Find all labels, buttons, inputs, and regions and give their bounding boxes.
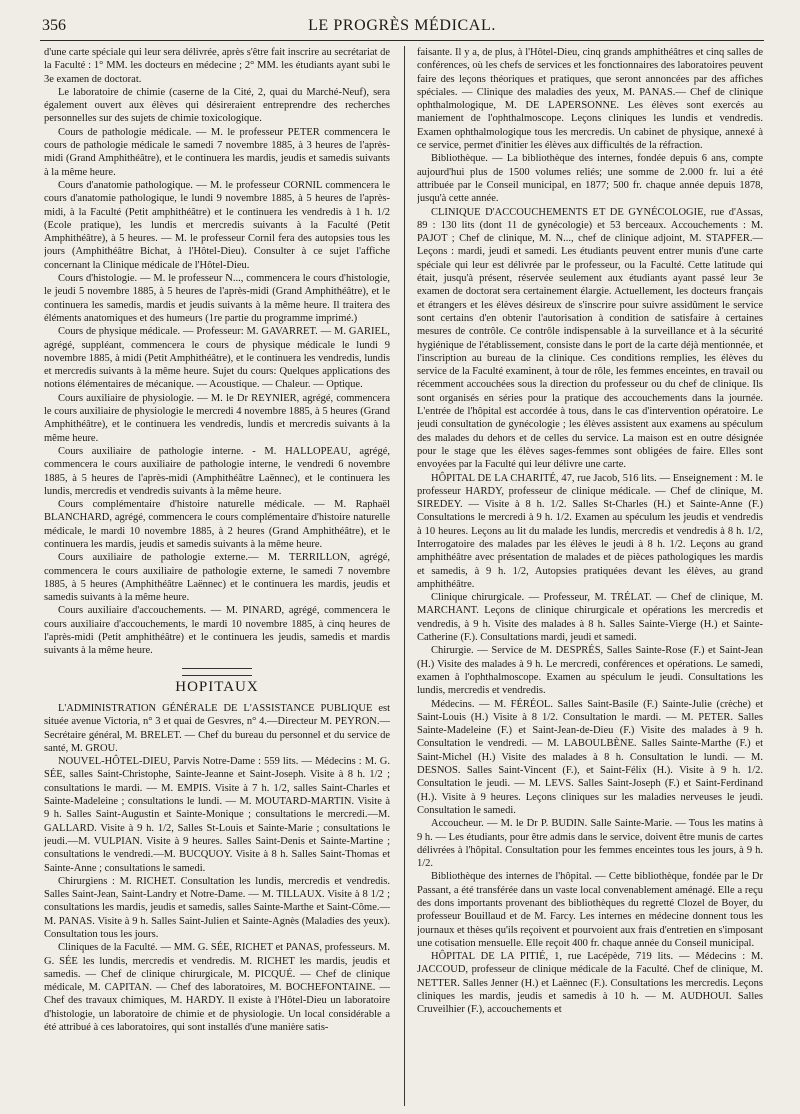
paragraph: NOUVEL-HÔTEL-DIEU, Parvis Notre-Dame : 559 lits. — Médecins : M. G. SÉE, salles Saint-Christophe, Sainte-Jeanne et Saint-Joseph. Visite à 8 h. 1/2 ; consultations le mardi. — M. EMPIS. Visite à 7 h. 1/2, salles Saint-Charles et Sainte-Madeleine ; consultations le lundi. — M. MOUTARD-MARTIN. Visite à 9 h. Salles Saint-Augustin et Sainte-Monique ; consultations le mercredi.—M. GALLARD. Visite à 9 h. 1/2, Salles St-Louis et Sainte-Marie ; consultations le jeudi.—M. VULPIAN. Visite à 9 heures. Salles Saint-Denis et Sainte-Martine ; consultations le vendredi.—M. BUCQUOY. Visite à 8 h. Salles Saint-Thomas et Sainte-Anne ; consultations le samedi. xyxy=(44,756,390,874)
paragraph: Cours auxiliaire de pathologie externe.— M. TERRILLON, agrégé, commencera le cours auxiliaire de pathologie externe, le samedi 7 novembre 1885, à 5 heures (Amphithéâtre Laënnec) et le continuera les mardis, jeudis et samedis suivants à la même heure. xyxy=(44,552,390,604)
paragraph: Clinique chirurgicale. — Professeur, M. TRÉLAT. — Chef de clinique, M. MARCHANT. Leçons de clinique chirurgicale et opérations les mercredis et vendredis, à 9 h. Visite des malades à 8 h. Salles Sainte-Vierge (H.) et Sainte-Catherine (F.). Consultations mardi, jeudi et samedi. xyxy=(417,592,763,644)
paragraph: d'une carte spéciale qui leur sera délivrée, après s'être fait inscrire au secrétariat de la Faculté : 1° MM. les docteurs en médecine ; 2° MM. les étudiants ayant subi le 3e examen de doctorat. xyxy=(44,47,390,85)
page-number: 356 xyxy=(42,17,66,34)
column-divider xyxy=(404,46,405,1106)
paragraph: Cours auxiliaire d'accouchements. — M. PINARD, agrégé, commencera le cours auxiliaire d'accouchements, le mardi 10 novembre 1885, à cinq heures de l'après-midi (Petit amphithéâtre) et le continuera les jeudis, samedis et mardis suivants à la même heure. xyxy=(44,605,390,657)
paragraph: CLINIQUE D'ACCOUCHEMENTS ET DE GYNÉCOLOGIE, rue d'Assas, 89 : 130 lits (dont 11 de gynécologie) et 53 berceaux. Accouchements : M. PAJOT ; Chef de clinique, M. N..., chef de clinique adjoint, M. STAPFER.— Leçons : mardi, jeudi et samedi. Les étudiants peuvent entrer munis d'une carte spéciale qui leur est délivrée par le professeur, ou la Faculté. Cette latitude qui était, jusqu'à présent, réservée seulement aux étudiants ayant passé leur 3e examen de doctorat sera certainement élargie. Actuellement, les docteurs français et étrangers et les élèves désireux de s'inscrire pour suivre assidûment le service sont certains d'en obtenir l'autorisation à condition de satisfaire à certaines mesures de contrôle. Ce contrôle indispensable à la surveillance et à la sécurité hygiénique de l'établissement, consiste dans le port de la carte déjà mentionnée, et l'inscription au bureau de la clinique. Ces conditions remplies, les élèves du service de la Faculté examinent, à tour de rôle, les femmes enceintes, en travail ou récemment accouchées sous la direction du professeur ou du chef de clinique. Ils sont organisés en séries pour la pratique des accouchements dans la journée. L'entrée de l'hôpital est accordée à tous, dans le cas d'intervention opératoire. Le jeudi consultation de gynécologie ; les élèves assistent aux examens au spéculum des malades du dehors et de celles du service. La maison est en outre désignée pour le stage que les élèves sages-femmes sont obligées de faire. Elles sont envoyées par la Faculté qui leur délivre une carte. xyxy=(417,206,763,471)
paragraph: Cliniques de la Faculté. — MM. G. SÉE, RICHET et PANAS, professeurs. M. G. SÉE les lundis, mercredis et vendredis. M. RICHET les mardis, jeudis et samedis. — Chef de clinique chirurgicale, M. PICQUÉ. — Chef de clinique médicale, M. CAPITAN. — Chef des laboratoires, M. BOCHEFONTAINE. — Chef des travaux chimiques, M. HARDY. Il existe à l'Hôtel-Dieu un laboratoire d'histologie, un laboratoire de chimie et de physiologie. Un local considérable a été attribué à ces laboratoires, qui sont installés d'une manière satis- xyxy=(44,942,390,1034)
paragraph: Le laboratoire de chimie (caserne de la Cité, 2, quai du Marché-Neuf), sera également ouvert aux élèves qui désireraient entreprendre des recherches personnelles sur des sujets de chimie toxicologique. xyxy=(44,86,390,125)
paragraph: Cours auxiliaire de physiologie. — M. le Dr REYNIER, agrégé, commencera le cours auxiliaire de physiologie le mercredi 4 novembre 1885, à 5 heures (Grand Amphithéâtre), et le continuera les vendredis, lundis et mercredis suivants à la même heure. xyxy=(44,392,390,444)
running-head: LE PROGRÈS MÉDICAL. xyxy=(308,17,496,34)
paragraph: Chirurgiens : M. RICHET. Consultation les lundis, mercredis et vendredis. Salles Saint-Jean, Saint-Landry et Notre-Dame. — M. TILLAUX. Visite à 8 1/2 ; consultations les mardis, jeudis et samedis, salles Sainte-Marthe et Saint-Côme.—M. PANAS. Visite à 9 h. Salles Saint-Julien et Sainte-Agnès (Maladies des yeux). Consultation tous les jours. xyxy=(44,875,390,940)
paragraph: Cours auxiliaire de pathologie interne. - M. HALLOPEAU, agrégé, commencera le cours auxiliaire de pathologie interne, le vendredi 6 novembre 1885, à 5 heures de l'après-midi (Amphithéâtre Laënnec), et le continuera les lundis, mercredis et vendredis suivants à la même heure. xyxy=(44,445,390,497)
page-header xyxy=(40,6,764,41)
paragraph: faisante. Il y a, de plus, à l'Hôtel-Dieu, cinq grands amphithéâtres et cinq salles de conférences, où les chefs de services et les fonctionnaires des laboratoires peuvent faire des leçons théoriques et pratiques, que seront annoncées par des affiches spéciales. — Clinique des maladies des yeux, M. PANAS.— Chef de clinique ophthalmologique, M. DE LAPERSONNE. Les élèves sont exercés au maniement de l'ophthalmoscope. Leçons cliniques les lundis et vendredis. Examen ophthalmologique tous les mercredis. Un cabinet de physique, annexé à ce service, permet d'initier les élèves aux difficultés de la réfraction. xyxy=(417,47,763,152)
paragraph: HÔPITAL DE LA CHARITÉ, 47, rue Jacob, 516 lits. — Enseignement : M. le professeur HARDY, professeur de clinique médicale. — Chef de clinique, M. SIREDEY. — Visite à 8 h. 1/2. Salles St-Charles (H.) et Sainte-Anne (F.) Consultations le mercredi à 9 h. 1/2. Examen au spéculum les jeudis et vendredis à 10 heures. Leçons au lit du malade les lundis, mercredis et vendredis à 8 h. 1/2, Interrogatoire des malades par les élèves le jeudi à 8 h. 1/2. Leçons au grand amphithéâtre avec présentation de malades et de pièces pathologiques les mardis et samedis, à 9 h. 1/2, Autopsies pratiquées devant les élèves, au grand amphithéâtre. xyxy=(417,472,763,590)
paragraph: Bibliothèque des internes de l'hôpital. — Cette bibliothèque, fondée par le Dr Passant, a été transférée dans un vaste local convenablement aménagé. Elle a reçu des dons importants provenant des bibliothèques du regretté Clozel de Boyer, du professeur Bouillaud et de M. Farcy. Les internes en médecine donnent tous les journaux et thèses qu'ils reçoivent et pourvoient aux frais d'entretien en s'imposant une cotisation mensuelle. Elle reçoit 400 fr. chaque année du Conseil municipal. xyxy=(417,871,763,949)
paragraph: Médecins. — M. FÉRÉOL. Salles Saint-Basile (F.) Sainte-Julie (crèche) et Saint-Louis (H.) Visite à 8 1/2. Consultation le mardi. — M. PETER. Salles Sainte-Madeleine (F.) et Saint-Jean-de-Dieu (F.) Visite des malades à 9 h. Consultation le vendredi. — M. LABOULBÈNE. Salles Sainte-Marthe (F.) et Saint-Michel (H.) Visite des malades à 8 h. Consultation le lundi. — M. DESNOS. Salles Saint-Vincent (F.), et Saint-Félix (H.). Visite à 9 h. 1/2. Consultation le jeudi. — M. LEVS. Salles Saint-Joseph (F.) et Saint-Ferdinand (H.). Visite à 9 heures. Leçons cliniques sur les maladies nerveuses le jeudi. Consultation le samedi. xyxy=(417,698,763,816)
paragraph: Cours de physique médicale. — Professeur: M. GAVARRET. — M. GARIEL, agrégé, suppléant, commencera le cours de physique médicale le lundi 9 novembre 1885, à midi (Petit Amphithéâtre), et le continuera les vendredis, lundis et mercredis suivants à la même heure. Sujet du cours: Quelques applications des notions élémentaires de mécanique. — Acoustique. — Chaleur. — Optique. xyxy=(44,326,390,391)
paragraph: Accoucheur. — M. le Dr P. BUDIN. Salle Sainte-Marie. — Tous les matins à 9 h. — Les étudiants, pour être admis dans le service, doivent être munis de cartes délivrées à l'hôpital. Consultation pour les femmes enceintes tous les jours, à 9 h. 1/2. xyxy=(417,818,763,870)
paragraph: Cours de pathologie médicale. — M. le professeur PETER commencera le cours de pathologie médicale le samedi 7 novembre 1885, à 3 heures de l'après-midi (Grand Amphithéâtre), et le continuera les mardis, jeudis et samedis suivants à la même heure. xyxy=(44,126,390,178)
paragraph: L'ADMINISTRATION GÉNÉRALE DE L'ASSISTANCE PUBLIQUE est située avenue Victoria, n° 3 et quai de Gesvres, n° 4.—Directeur M. PEYRON.— Secrétaire général, M. BRELET. — Chef du bureau du personnel et du service de santé, M. GROU. xyxy=(44,702,390,754)
right-column xyxy=(417,46,763,1106)
paragraph: Cours d'histologie. — M. le professeur N..., commencera le cours d'histologie, le jeudi 5 novembre 1885, à 5 heures de l'après-midi (Grand Amphithéâtre), et le continuera les samedis, mardis et jeudis suivants à la même heure. Il traitera des éléments anatomiques et des humeurs (1re partie du programme imprimé.) xyxy=(44,273,390,324)
paragraph: Chirurgie. — Service de M. DESPRÉS, Salles Sainte-Rose (F.) et Saint-Jean (H.) Visite des malades à 9 h. Le mercredi, conférences et opérations. Le samedi, examen à l'ophthalmoscope. Examen au spéculum le jeudi. Consultations les lundis, mercredis et vendredis. xyxy=(417,645,763,697)
left-column xyxy=(44,46,390,1106)
paragraph: HÔPITAL DE LA PITIÉ, 1, rue Lacépède, 719 lits. — Médecins : M. JACCOUD, professeur de clinique médicale de la Faculté. Chef de clinique, M. NETTER. Salles Jenner (H.) et Laënnec (F.). Consultations les mercredis. Leçons cliniques les mardis, jeudis et samedis à 10 h. — M. AUDHOUI. Salles Cruveilhier (F.), accouchements et xyxy=(417,951,763,1016)
paragraph: Cours complémentaire d'histoire naturelle médicale. — M. Raphaël BLANCHARD, agrégé, commencera le cours complémentaire d'histoire naturelle médicale, le mardi 10 novembre 1885, à 2 heures (Grand Amphithéâtre), et le continuera les mardis, jeudis et samedis suivants à la même heure. xyxy=(44,499,390,550)
section-title: HOPITAUX xyxy=(175,678,259,695)
paragraph: Cours d'anatomie pathologique. — M. le professeur CORNIL commencera le cours d'anatomie pathologique, le lundi 9 novembre 1885, à 5 heures de l'après-midi, à la Faculté (Petit amphithéâtre) et le continuera les vendredis à 1 h. 1/2 (Ecole pratique), les lundis et mercredis suivants à la Faculté (Petit Amphithéâtre), à 5 heures. — M. le professeur Cornil fera des autopsies tous les jours (Amphithéâtre Bichat, à l'Hôtel-Dieu). Consulter à ce sujet l'affiche concernant la Clinique médicale de l'Hôtel-Dieu. xyxy=(44,179,390,271)
paragraph: Bibliothèque. — La bibliothèque des internes, fondée depuis 6 ans, compte aujourd'hui plus de 1500 volumes reliés; une somme de 2.000 fr. lui a été attribuée par le Conseil municipal, en 1877; 500 fr. chaque année depuis 1878, jusqu'à cette année. xyxy=(417,153,763,205)
section-ornament xyxy=(182,668,252,676)
